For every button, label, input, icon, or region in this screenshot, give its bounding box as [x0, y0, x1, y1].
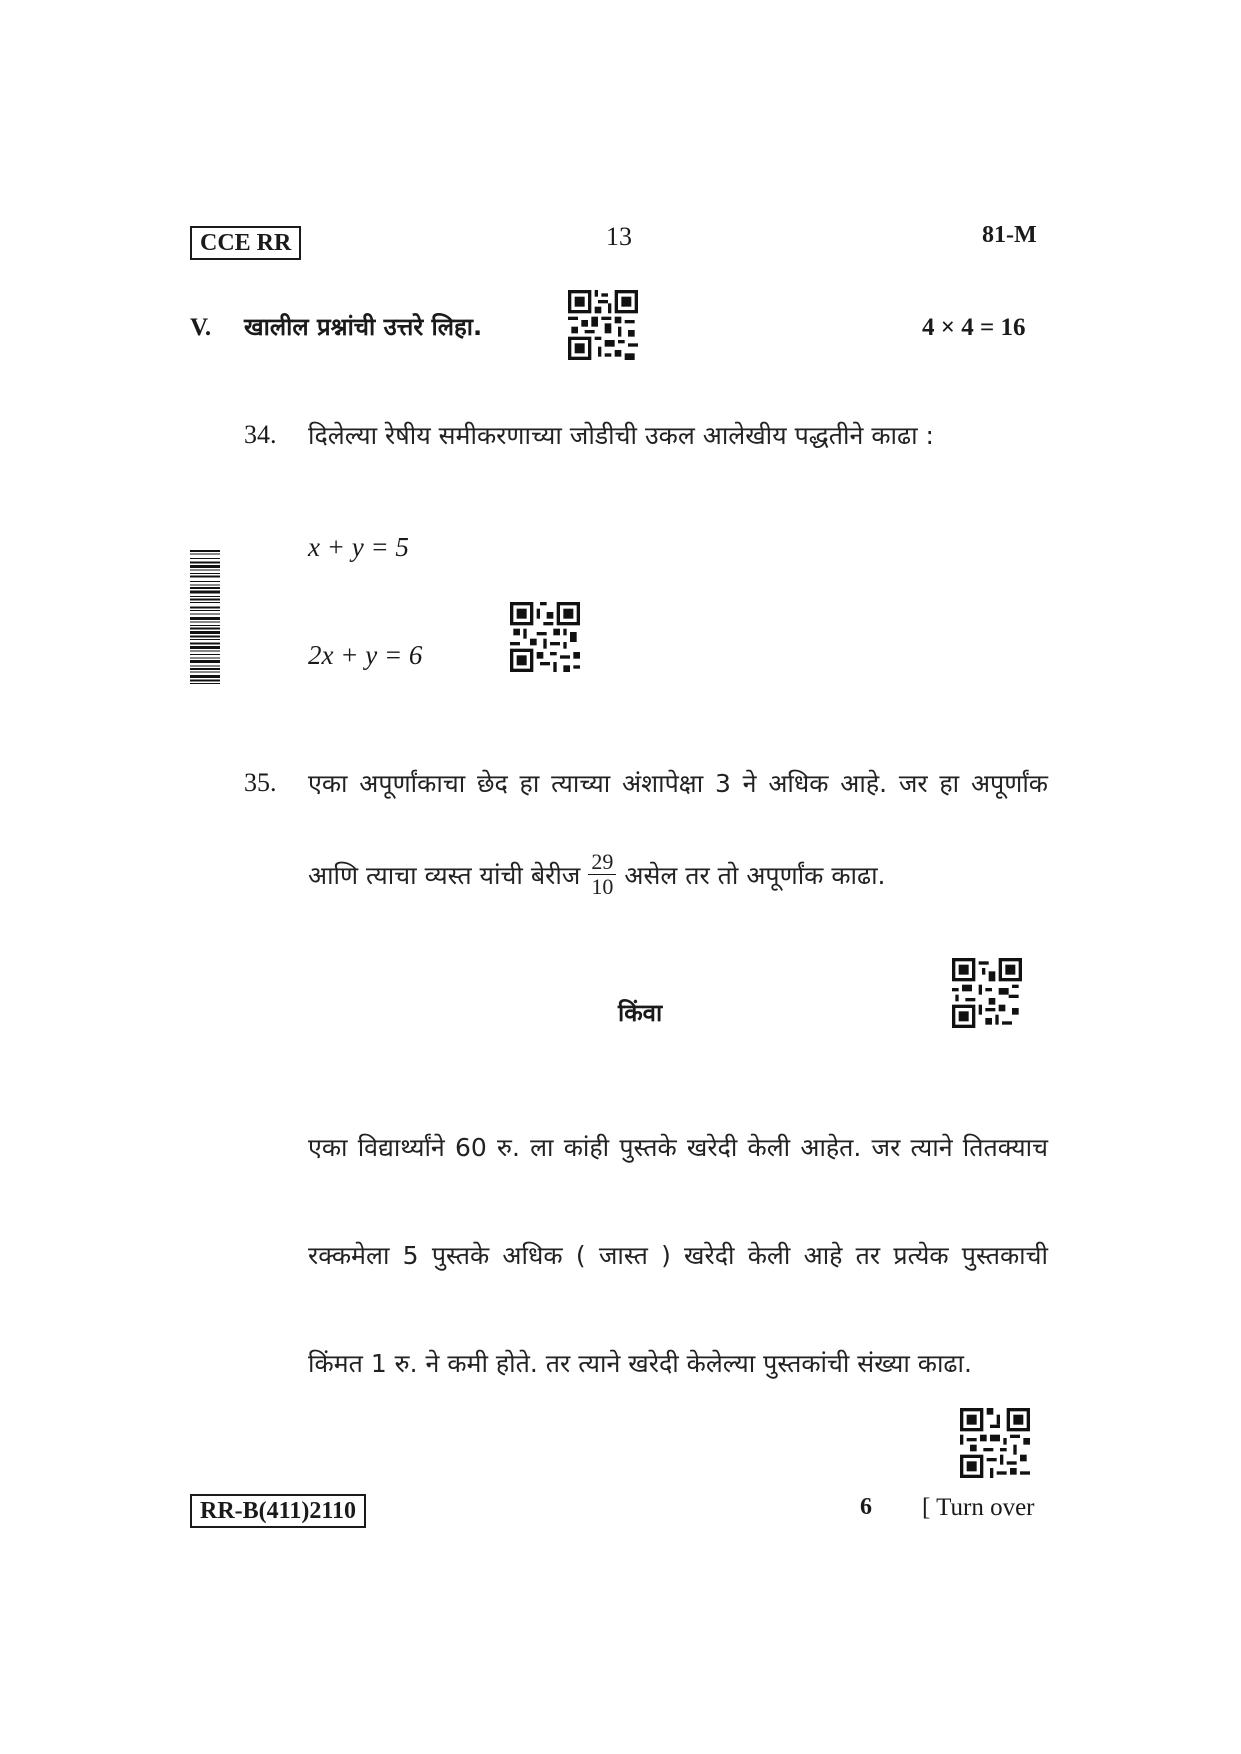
question-35-line-1: एका अपूर्णांकाचा छेद हा त्याच्या अंशापेक्षा 3 ने अधिक आहे. जर हा अपूर्णांक — [308, 769, 1048, 798]
barcode-icon — [190, 550, 220, 790]
exam-code: CCE RR — [200, 230, 292, 256]
alternate-question-line-3: किंमत 1 रु. ने कमी होते. तर त्याने खरेदी केलेल्या पुस्तकांची संख्या काढा. — [308, 1349, 972, 1378]
question-34-number: 34. — [244, 420, 277, 449]
fraction — [588, 850, 616, 899]
sheet-number: 6 — [860, 1494, 872, 1520]
question-35-line-2-end: असेल तर तो अपूर्णांक काढा. — [624, 860, 886, 890]
section-title: खालील प्रश्नांची उत्तरे लिहा. — [244, 313, 483, 341]
or-label: किंवा — [618, 999, 663, 1027]
exam-code-box — [190, 226, 301, 260]
footer-code: RR-B(411)2110 — [200, 1498, 356, 1524]
turn-over-label: [ Turn over — [922, 1494, 1035, 1521]
question-35-number: 35. — [244, 768, 277, 797]
equation-1: x + y = 5 — [308, 532, 409, 562]
qr-code-icon — [960, 1408, 1030, 1478]
question-35-line-2-start: आणि त्याचा व्यस्त यांची बेरीज — [308, 860, 581, 890]
equation-2: 2x + y = 6 — [308, 640, 423, 670]
fraction-numerator: 29 — [588, 850, 616, 875]
footer-code-box — [190, 1494, 366, 1528]
question-34-text: दिलेल्या रेषीय समीकरणाच्या जोडीची उकल आलेखीय पद्धतीने काढा : — [308, 421, 934, 450]
fraction-denominator: 10 — [591, 874, 614, 899]
alternate-question-line-2: रक्कमेला 5 पुस्तके अधिक ( जास्त ) खरेदी केली आहे तर प्रत्येक पुस्तकाची — [308, 1241, 1048, 1270]
qr-code-icon — [568, 290, 638, 360]
paper-code: 81-M — [982, 222, 1037, 248]
section-number: V. — [190, 314, 212, 341]
qr-code-icon — [510, 602, 580, 672]
qr-code-icon — [952, 958, 1022, 1028]
section-marks: 4 × 4 = 16 — [922, 314, 1026, 341]
alternate-question-line-1: एका विद्यार्थ्यांने 60 रु. ला कांही पुस्तके खरेदी केली आहेत. जर त्याने तितक्याच — [308, 1133, 1048, 1162]
page-number: 13 — [606, 222, 632, 251]
question-35-line-2 — [308, 850, 886, 899]
